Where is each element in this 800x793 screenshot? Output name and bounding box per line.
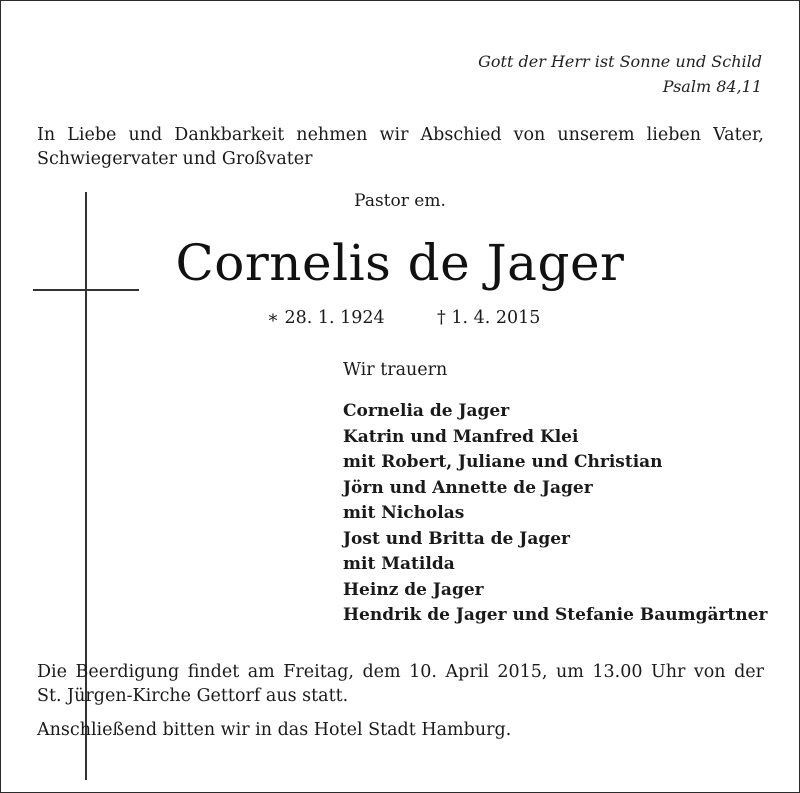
intro-line-2: Schwiegervater und Großvater (37, 149, 313, 169)
bible-verse (478, 49, 762, 99)
bible-verse-reference: Psalm 84,11 (662, 77, 762, 96)
mourners-heading: Wir trauern (343, 360, 448, 380)
mourner-line: Cornelia de Jager (343, 401, 510, 421)
funeral-line-1: Die Beerdigung findet am Freitag, dem 10. April 2015, um 13.00 Uhr von der (37, 662, 764, 682)
deceased-name: Cornelis de Jager (175, 234, 625, 292)
birth-date: ∗ 28. 1. 1924 (267, 308, 385, 328)
bible-verse-text: Gott der Herr ist Sonne und Schild (478, 52, 762, 71)
reception-info: Anschließend bitten wir in das Hotel Stadt Hamburg. (37, 720, 512, 740)
mourner-line: Heinz de Jager (343, 579, 484, 600)
mourner-line: Jörn und Annette de Jager (343, 477, 593, 498)
mourners-list (343, 399, 767, 629)
mourner-line: Jost und Britta de Jager (343, 528, 571, 549)
mourner-line: mit Robert, Juliane und Christian (343, 452, 663, 472)
death-date: † 1. 4. 2015 (437, 308, 541, 328)
funeral-info (37, 660, 764, 708)
intro-line-1: In Liebe und Dankbarkeit nehmen wir Abschied von unserem lieben Vater, (37, 125, 764, 145)
mourner-line: mit Nicholas (343, 503, 465, 523)
funeral-line-2: St. Jürgen-Kirche Gettorf aus statt. (37, 686, 349, 706)
mourner-line: mit Matilda (343, 554, 455, 574)
mourner-line: Katrin und Manfred Klei (343, 426, 579, 447)
deceased-title: Pastor em. (354, 191, 446, 211)
intro-text (37, 123, 764, 171)
mourner-line: Hendrik de Jager und Stefanie Baumgärtner (343, 605, 768, 625)
